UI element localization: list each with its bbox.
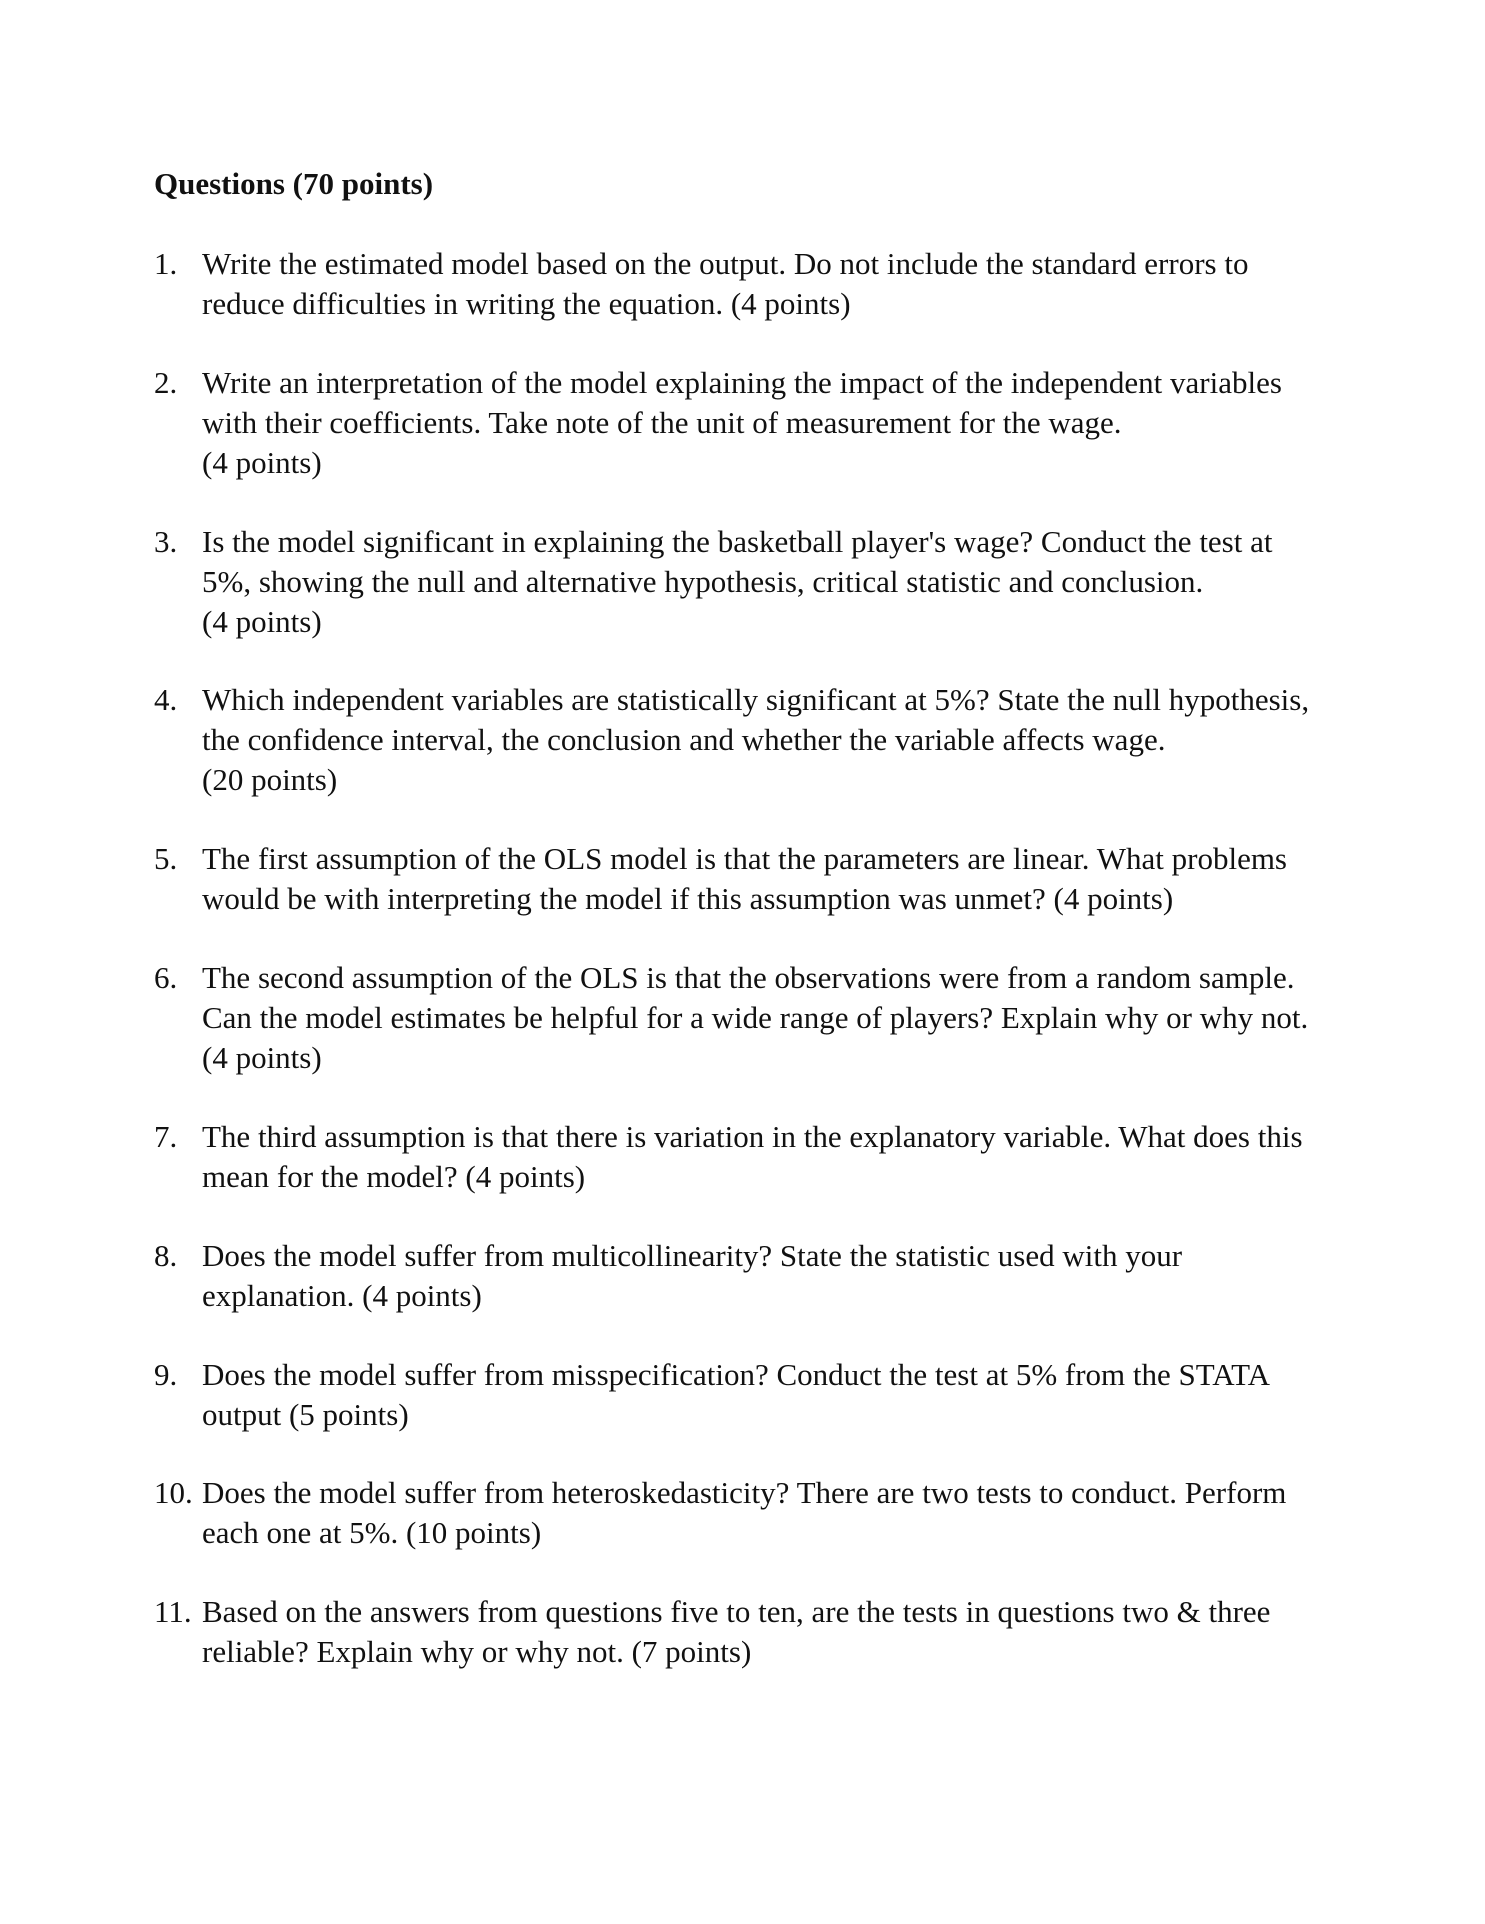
question-line: Write the estimated model based on the output. Do not include the standard errors to	[202, 246, 1249, 281]
question-line: Write an interpretation of the model explaining the impact of the independent variables	[202, 365, 1282, 400]
question-text	[202, 1117, 1354, 1197]
question-line: Does the model suffer from misspecification? Conduct the test at 5% from the STATA	[202, 1357, 1271, 1392]
question-line: the confidence interval, the conclusion and whether the variable affects wage.	[202, 722, 1166, 757]
question-line: output (5 points)	[202, 1397, 409, 1432]
question-line: Is the model significant in explaining the basketball player's wage? Conduct the test at	[202, 524, 1273, 559]
question-line: Can the model estimates be helpful for a wide range of players? Explain why or why not.	[202, 1000, 1309, 1035]
question-line: mean for the model? (4 points)	[202, 1159, 586, 1194]
question-text	[202, 363, 1354, 483]
question-item	[154, 244, 1354, 324]
question-line: with their coefficients. Take note of the unit of measurement for the wage.	[202, 405, 1122, 440]
question-number: 10.	[154, 1475, 193, 1510]
question-text	[202, 1592, 1354, 1672]
question-line: (20 points)	[202, 762, 338, 797]
question-line: Based on the answers from questions five to ten, are the tests in questions two & three	[202, 1594, 1271, 1629]
question-line: explanation. (4 points)	[202, 1278, 482, 1313]
question-line: 5%, showing the null and alternative hypothesis, critical statistic and conclusion.	[202, 564, 1204, 599]
question-item	[154, 1473, 1354, 1553]
question-text	[202, 958, 1354, 1078]
question-text	[202, 1473, 1354, 1553]
question-text	[202, 680, 1354, 800]
question-number: 2.	[154, 365, 178, 400]
question-number: 9.	[154, 1357, 178, 1392]
question-line: Does the model suffer from heteroskedasticity? There are two tests to conduct. Perform	[202, 1475, 1287, 1510]
question-number: 11.	[154, 1594, 192, 1629]
question-line: (4 points)	[202, 445, 322, 480]
question-text	[202, 522, 1354, 642]
question-number: 5.	[154, 841, 178, 876]
question-item	[154, 680, 1354, 800]
question-item	[154, 958, 1354, 1078]
question-number: 3.	[154, 524, 178, 559]
question-text	[202, 1355, 1354, 1435]
question-number: 6.	[154, 960, 178, 995]
question-line: (4 points)	[202, 1040, 322, 1075]
question-number: 8.	[154, 1238, 178, 1273]
question-item	[154, 522, 1354, 642]
question-text	[202, 1236, 1354, 1316]
question-line: Does the model suffer from multicollinearity? State the statistic used with your	[202, 1238, 1183, 1273]
question-line: The first assumption of the OLS model is that the parameters are linear. What problems	[202, 841, 1287, 876]
question-line: The third assumption is that there is variation in the explanatory variable. What does this	[202, 1119, 1303, 1154]
question-item	[154, 1355, 1354, 1435]
question-number: 1.	[154, 246, 178, 281]
question-line: reliable? Explain why or why not. (7 points)	[202, 1634, 752, 1669]
question-item	[154, 363, 1354, 483]
question-line: The second assumption of the OLS is that the observations were from a random sample.	[202, 960, 1295, 995]
question-line: reduce difficulties in writing the equation. (4 points)	[202, 286, 851, 321]
question-line: Which independent variables are statistically significant at 5%? State the null hypothesis,	[202, 682, 1310, 717]
question-text	[202, 839, 1354, 919]
question-text	[202, 244, 1354, 324]
question-item	[154, 1117, 1354, 1197]
question-line: (4 points)	[202, 604, 322, 639]
question-item	[154, 1592, 1354, 1672]
page-title: Questions (70 points)	[154, 166, 434, 201]
question-item	[154, 1236, 1354, 1316]
question-item	[154, 839, 1354, 919]
question-number: 4.	[154, 682, 178, 717]
question-number: 7.	[154, 1119, 178, 1154]
question-line: would be with interpreting the model if this assumption was unmet? (4 points)	[202, 881, 1174, 916]
question-line: each one at 5%. (10 points)	[202, 1515, 542, 1550]
